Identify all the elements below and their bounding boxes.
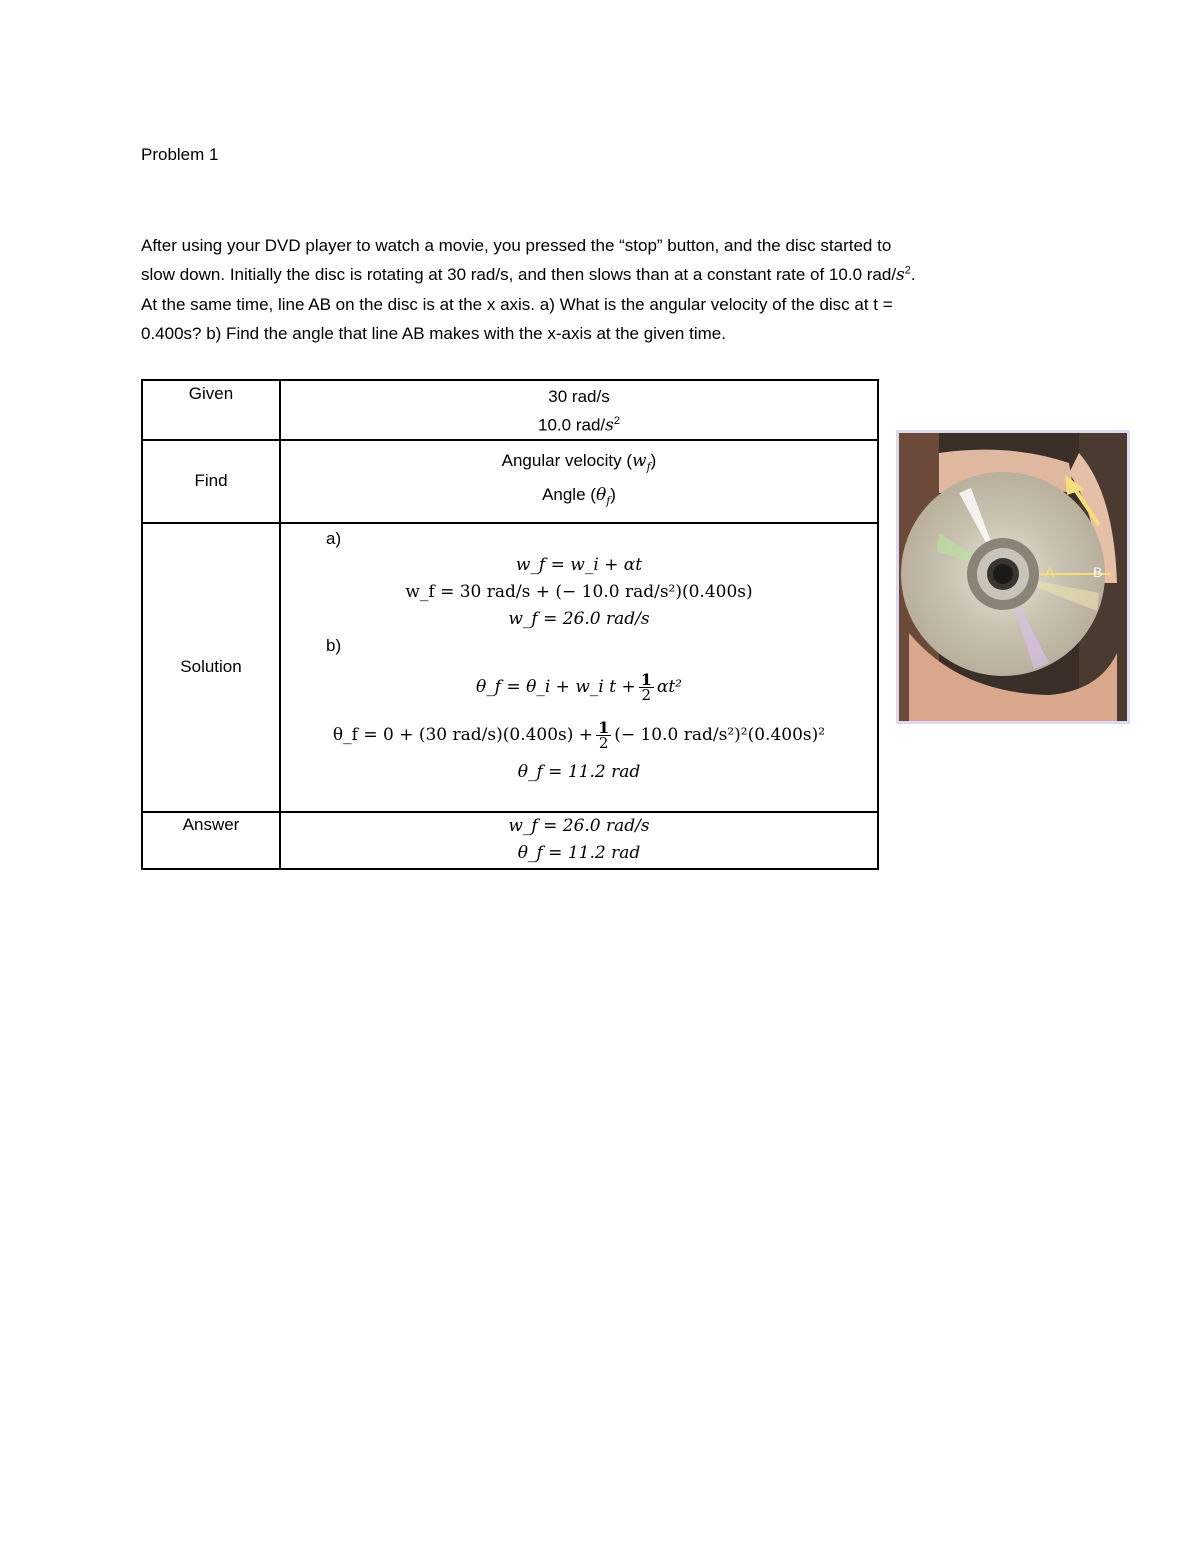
- given-value-1: 30 rad/s: [548, 387, 610, 406]
- equation-b-2-left: θ_f = 0 + (30 rad/s)(0.400s) +: [332, 724, 594, 745]
- content-find: [280, 440, 878, 523]
- find-angular-velocity: [281, 447, 877, 481]
- equation-b-2: [281, 711, 877, 759]
- row-solution: [142, 523, 878, 812]
- equation-b-1: [281, 663, 877, 711]
- row-find: [142, 440, 878, 523]
- find-v2-subscript: f: [606, 494, 611, 508]
- find-v2-text: Angle (: [542, 485, 596, 505]
- find-v1-close: ): [650, 450, 657, 470]
- find-angle: [281, 481, 877, 515]
- problem-line-2-exponent: 2: [904, 264, 911, 277]
- problem-line-2-end: .: [910, 265, 916, 284]
- find-v1-text: Angular velocity (: [501, 450, 633, 470]
- dvd-disc-photo: [896, 430, 1130, 724]
- equation-a-2: w_f = 30 rad/s + (− 10.0 rad/s²)(0.400s): [405, 581, 753, 602]
- disc-label-a: A: [1045, 564, 1055, 580]
- disc-label-b: B: [1093, 564, 1103, 580]
- given-value-2-text: 10.0 rad/: [538, 415, 606, 435]
- equation-a-1: w_f = w_i + αt: [515, 554, 643, 575]
- equation-b-3: θ_f = 11.2 rad: [517, 761, 641, 782]
- row-answer: [142, 812, 878, 869]
- answer-angular-velocity: w_f = 26.0 rad/s: [508, 815, 650, 836]
- find-v2-symbol: θ: [595, 485, 607, 506]
- label-solution-text: Solution: [180, 657, 242, 677]
- part-a-label: a): [326, 528, 342, 548]
- fraction-one-half: [639, 669, 654, 704]
- find-v2-close: ): [610, 485, 616, 505]
- label-answer-text: Answer: [182, 814, 240, 834]
- problem-line-2: [141, 260, 1071, 290]
- given-value-2-exponent: 2: [613, 415, 620, 427]
- label-find: [142, 440, 280, 523]
- fraction-denominator-2: 2: [598, 733, 609, 752]
- label-find-text: Find: [194, 471, 228, 491]
- problem-line-2-unit: s: [896, 265, 905, 285]
- fraction-numerator-2: 1: [598, 717, 610, 737]
- content-given: [280, 380, 878, 440]
- equation-b-2-right: (− 10.0 rad/s²)²(0.400s)²: [614, 724, 826, 745]
- label-given: [142, 380, 280, 440]
- find-v1-subscript: f: [646, 460, 651, 474]
- label-answer: [142, 812, 280, 869]
- equation-b-1-left: θ_f = θ_i + w_i t +: [476, 676, 636, 697]
- equation-a-3: w_f = 26.0 rad/s: [508, 608, 650, 629]
- dvd-illustration: [899, 433, 1127, 721]
- label-given-text: Given: [188, 384, 234, 403]
- label-solution: [142, 523, 280, 812]
- find-v1-symbol: w: [632, 450, 647, 471]
- given-value-2: [281, 409, 877, 439]
- content-answer: [280, 812, 878, 869]
- problem-statement: [141, 231, 1071, 348]
- answer-angle: θ_f = 11.2 rad: [517, 842, 641, 863]
- problem-line-1: After using your DVD player to watch a movie, you pressed the “stop” button, and the disc started to: [141, 236, 892, 255]
- solution-table: [141, 379, 879, 870]
- content-solution: [280, 523, 878, 812]
- row-given: [142, 380, 878, 440]
- part-b-label: b): [326, 635, 342, 655]
- fraction-numerator: 1: [640, 669, 652, 689]
- fraction-denominator: 2: [641, 685, 652, 704]
- problem-line-3: At the same time, line AB on the disc is at the x axis. a) What is the angular velocity of the disc at t =: [141, 295, 893, 314]
- equation-b-1-right: αt²: [656, 676, 682, 697]
- problem-title: Problem 1: [141, 145, 219, 164]
- given-value-2-unit: s: [605, 415, 614, 436]
- problem-line-2-text: slow down. Initially the disc is rotating at 30 rad/s, and then slows than at a constant rate of 10.0 rad/: [141, 265, 897, 284]
- fraction-one-half-2: [596, 717, 611, 752]
- problem-line-4: 0.400s? b) Find the angle that line AB makes with the x-axis at the given time.: [141, 324, 726, 343]
